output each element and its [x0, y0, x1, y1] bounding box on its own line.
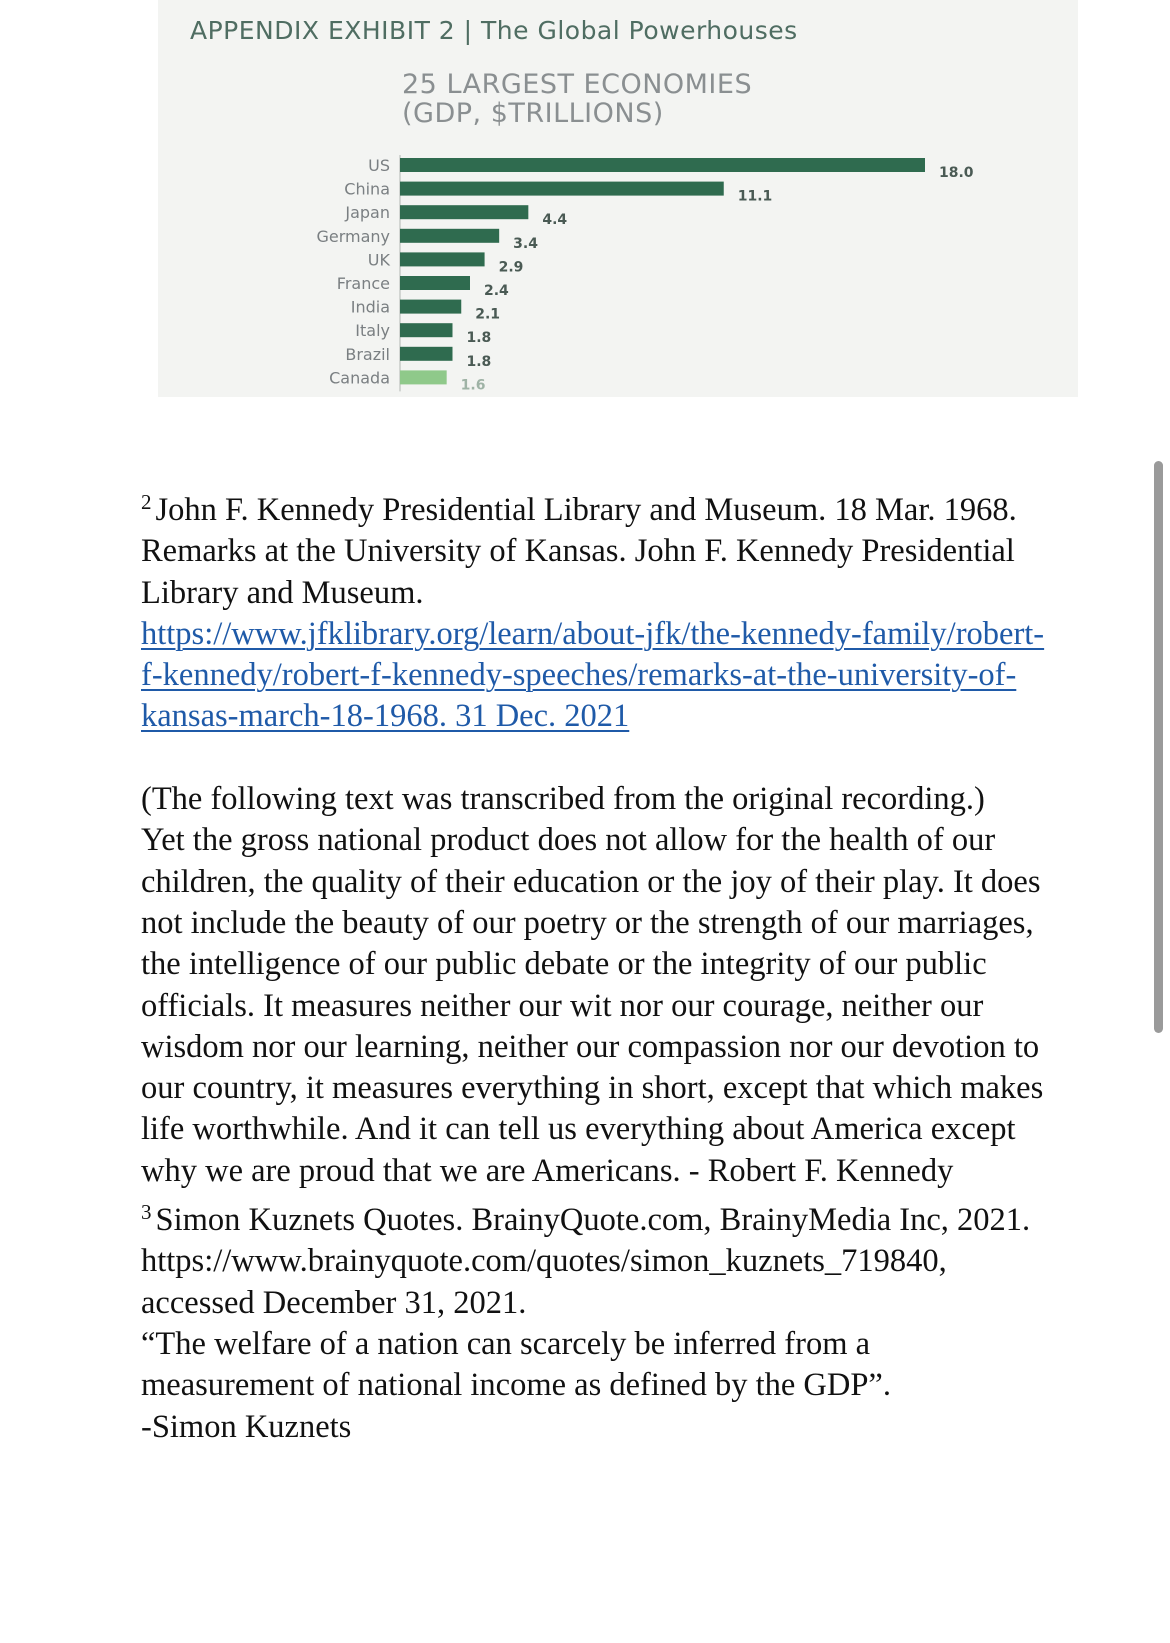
value-label-india: 2.1	[475, 306, 501, 323]
rfk-quote: Yet the gross national product does not allow for the health of our children, the quality of their education or the joy of their play. It does not include the beauty of our poetry or the strength of our marriages, the intelligence of our public debate or the integrity of our public officials. It measures neither our wit nor our courage, neither our wisdom nor our learning, neither our compassion nor our devotion to our country, it measures everything in short, except that which makes life worthwhile. And it can tell us everything about America except why we are proud that we are Americans. - Robert F. Kennedy	[141, 822, 1044, 1189]
footnote-2-citation: John F. Kennedy Presidential Library and Museum. 18 Mar. 1968. Remarks at the University of Kansas. John F. Kennedy Presidential Library and Museum.	[141, 492, 1017, 611]
bar-japan	[400, 205, 528, 219]
bar-india	[400, 300, 461, 314]
bar-china	[400, 182, 724, 196]
paragraph-gap	[141, 738, 1051, 779]
value-label-uk: 2.9	[498, 259, 524, 276]
value-label-brazil: 1.8	[466, 353, 492, 370]
category-label-germany: Germany	[316, 226, 390, 246]
vertical-scrollbar[interactable]	[1154, 461, 1163, 1033]
value-label-germany: 3.4	[513, 235, 538, 252]
footnote-3	[141, 1192, 1051, 1324]
category-label-uk: UK	[367, 250, 390, 270]
footnote-2	[141, 482, 1051, 738]
value-label-us: 18.0	[939, 165, 974, 181]
category-label-canada: Canada	[329, 368, 390, 388]
category-label-us: US	[368, 156, 390, 175]
bar-canada	[400, 370, 447, 384]
exhibit-title: APPENDIX EXHIBIT 2 | The Global Powerhouses	[190, 16, 798, 45]
footnote-3-citation: Simon Kuznets Quotes. BrainyQuote.com, BrainyMedia Inc, 2021. https://www.brainyquote.com/quotes/simon_kuznets_719840, accessed December 31, 2021.	[141, 1202, 1031, 1321]
bar-uk	[400, 252, 485, 266]
footnote-3-marker: 3	[141, 1200, 152, 1225]
transcription-note: (The following text was transcribed from the original recording.)	[141, 781, 985, 818]
category-label-japan: Japan	[345, 203, 390, 223]
category-label-italy: Italy	[355, 321, 390, 341]
footnote-2-link[interactable]: https://www.jfklibrary.org/learn/about-jfk/the-kennedy-family/robert-f-kennedy/robert-f-kennedy-speeches/remarks-at-the-university-of-kansas-march-18-1968. 31 Dec. 2021	[141, 615, 1045, 735]
document-body	[141, 482, 1051, 1448]
category-label-france: France	[336, 274, 390, 293]
value-label-japan: 4.4	[542, 212, 568, 229]
footnote-2-marker: 2	[141, 490, 152, 514]
bar-france	[400, 276, 470, 290]
value-label-china: 11.1	[737, 188, 773, 205]
bar-us	[400, 158, 925, 172]
category-label-india: India	[350, 297, 390, 317]
category-label-brazil: Brazil	[345, 344, 390, 364]
value-label-italy: 1.8	[466, 330, 492, 347]
bar-italy	[400, 323, 453, 337]
category-label-china: China	[344, 179, 390, 199]
value-label-canada: 1.6	[460, 377, 486, 394]
bar-germany	[400, 229, 499, 243]
bar-brazil	[400, 347, 453, 361]
value-label-france: 2.4	[484, 283, 509, 299]
gdp-bar-chart	[158, 0, 1078, 397]
chart-title-line-2: (GDP, $TRILLIONS)	[402, 98, 664, 129]
chart-title-line-1: 25 LARGEST ECONOMIES	[402, 69, 753, 100]
kuznets-attribution: -Simon Kuznets	[141, 1408, 352, 1445]
kuznets-quote: “The welfare of a nation can scarcely be inferred from a measurement of national income as defined by the GDP”.	[141, 1325, 891, 1404]
